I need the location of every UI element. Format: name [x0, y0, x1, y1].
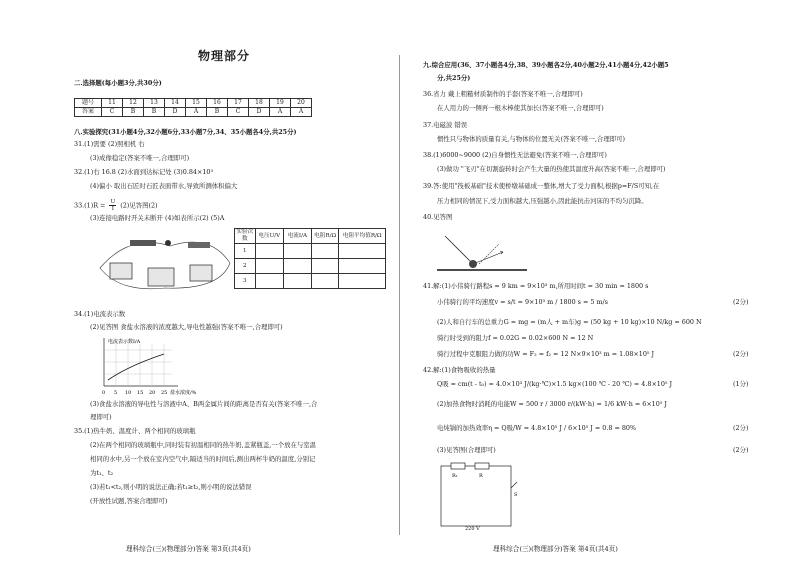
experiment-table [234, 228, 386, 289]
experiment-table-cell [311, 274, 339, 289]
experiment-table-cell: 3 [235, 274, 256, 289]
experiment-table-header: 电阻平均值R/Ω [339, 229, 386, 244]
q36-line: 36.省力 戴上粗糙材质制作的手套(答案不唯一,合理即可) [423, 90, 583, 98]
score: (2分) [733, 350, 749, 358]
q42-line: 42.解:(1)食物吸收的热量 [423, 366, 496, 374]
section-9-heading: 九.综合应用(36、37小题各4分,38、39小题各2分,40小题2分,41小题4分,42小题5 [423, 61, 669, 69]
ohm-law-fraction [109, 199, 116, 212]
experiment-table-cell [339, 259, 386, 274]
graph-xtick: 5 [114, 390, 118, 396]
footer-right: 理科综合(三)(物理部分)答案 第4页(共4页) [493, 545, 618, 553]
score: (2分) [733, 424, 749, 432]
graph-xtick: 10 [125, 390, 132, 396]
fraction-denominator: I [111, 206, 114, 212]
circuit-label: S [514, 492, 518, 498]
q35-line: (2)在两个相同的玻璃瓶中,同时装有初温相同的热牛奶,盖紧瓶盖,一个放在与室温 [90, 441, 317, 449]
experiment-table-cell [311, 244, 339, 259]
q42-line: (2)加热食物时消耗的电能W = 500 r / 3000 r/(kW·h) = 1/6 kW·h = 6×10⁵ J [437, 400, 667, 408]
score: (2分) [733, 298, 749, 306]
q39-line: 39.答:使用"筏板基础"技术使桥墩基础成一整体,增大了受力面积,根据p=F/S可知,在 [423, 182, 660, 190]
answer-table-cell: C [102, 108, 123, 117]
q37-line: 37.电磁波 错误 [423, 121, 468, 129]
graph-xtick: 0 [102, 390, 106, 396]
score: (1分) [733, 380, 749, 388]
footer-left: 理科综合(三)(物理部分)答案 第3页(共4页) [126, 545, 251, 553]
q32-line: 32.(1)右 16.8 (2)水面到达标记处 (3)0.84×10³ [74, 168, 214, 176]
fraction-numerator: U [110, 199, 116, 205]
circuit-diagram [90, 228, 240, 298]
score: (2分) [733, 446, 749, 454]
answer-table-cell: 14 [165, 99, 186, 108]
answer-table-cell: 11 [102, 99, 123, 108]
q33-line: (3)连接电路时开关未断开 (4)如表所示(2) (5)A [90, 214, 225, 222]
q35-line: (3)若t₁<t₂,则小明的说法正确;若t₁≥t₂,则小明的说法错误 [90, 483, 252, 491]
experiment-table-cell [255, 274, 283, 289]
q41-line: 骑行过程中克服阻力做的功W = F₂ = f₂ = 12 N×9×10³ m = 1.08×10⁵ J [437, 350, 655, 358]
section-2-heading: 二.选择题(每小题3分,共30分) [74, 79, 162, 87]
experiment-table-cell [339, 274, 386, 289]
answer-table-cell: 答案 [75, 108, 102, 117]
q42-line: Q吸 = cm(t - t₀) = 4.0×10³ J/(kg·℃)×1.5 kg×(100 ℃ - 20 ℃) = 4.8×10⁵ J [437, 380, 673, 388]
answer-table-cell: D [249, 108, 270, 117]
section-8-heading: 八.实验探究(31小题4分,32小题6分,33小题7分,34、35小题各4分,共25分) [74, 128, 297, 136]
section-9-heading: 分,共25分) [437, 74, 471, 82]
graph-ylabel: 电流表示数I/A [108, 339, 141, 345]
q38-line: 38.(1)6000~9000 (2)自身惯性无法避免(答案不唯一,合理即可) [423, 151, 607, 159]
q35-line: 相同的水中,另一个放在室内空气中,隔适当的时间后,测出两杯牛奶的温度,分别记 [90, 455, 316, 463]
q41-line: 骑行时受到的阻力f = 0.02G = 0.02×600 N = 12 N [437, 334, 594, 342]
q41-line: (2)人和自行车的总重力G = mg = (m人 + m车)g = (50 kg + 10 kg)×10 N/kg = 600 N [437, 318, 702, 326]
answer-table-cell: A [186, 108, 207, 117]
circuit-label: R₁ [452, 473, 458, 479]
experiment-table-cell [255, 244, 283, 259]
page-divider [399, 55, 400, 535]
q32-line: (4)偏小 取出石匠时石匠表面带水,导致所测体积偏大 [90, 182, 238, 190]
answer-table [74, 98, 312, 117]
experiment-table-cell [339, 244, 386, 259]
q38-line: (3)做功 "飞刃"在切割旋转时会产生大量的热使其温度升高(答案不唯一,合理即可) [437, 165, 666, 173]
experiment-table-cell [255, 259, 283, 274]
answer-table-cell: B [144, 108, 165, 117]
answer-table-cell: 13 [144, 99, 165, 108]
page-title: 物理部分 [198, 49, 251, 63]
answer-table-cell: 15 [186, 99, 207, 108]
answer-table-cell: A [270, 108, 291, 117]
q37-line: 惯性只与物体的质量有关,与物体的位置无关(答案不唯一,合理即可) [437, 135, 625, 143]
answer-table-cell: 19 [270, 99, 291, 108]
heater-circuit [437, 460, 521, 532]
q33-text: 33.(1)R = [74, 201, 106, 210]
q41-line: 小伟骑行的平均速度v = s/t = 9×10³ m / 1800 s = 5 m/s [437, 298, 608, 306]
q31-line: (3)成像稳定(答案不唯一,合理即可) [90, 154, 190, 162]
q40-line: 40.见答图 [423, 213, 453, 221]
answer-table-cell: D [165, 108, 186, 117]
experiment-table-cell [283, 274, 311, 289]
q33-text: (2)见答图(2) [120, 201, 158, 210]
concentration-graph [98, 336, 208, 398]
force-diagram [437, 228, 537, 276]
q35-line: 为t₁、t₂ [90, 469, 114, 477]
q34-line: 理即可) [90, 413, 112, 421]
q31-line: 31.(1)需要 (2)照相机 右 [74, 140, 145, 148]
q35-line: (开放性试题,答案合理即可) [90, 497, 168, 505]
answer-table-cell: C [228, 108, 249, 117]
circuit-label: 220 V [465, 526, 480, 532]
experiment-table-cell: 1 [235, 244, 256, 259]
answer-table-cell: 12 [123, 99, 144, 108]
experiment-table-cell [283, 244, 311, 259]
experiment-table-header: 实验次数 [236, 229, 254, 242]
q41-line: 41.解:(1)小伟骑行路程s = 9 km = 9×10³ m,所用时间t = 30 min = 1800 s [423, 282, 649, 290]
experiment-table-cell: 2 [235, 259, 256, 274]
q42-line: (3)见答图(合理即可) [437, 446, 496, 454]
graph-xtick: 20 [149, 390, 156, 396]
q36-line: 在人用力的一侧再一根木棒使其加长(答案不唯一,合理即可) [437, 104, 604, 112]
q39-line: 压力相同的情况下,受力面积越大,压强越小,因此能抗击河床的不均匀沉降。 [437, 197, 648, 205]
q42-line: 电炖锅的加热效率η = Q吸/W = 4.8×10⁵ J / 6×10⁵ J = 0.8 = 80% [437, 424, 637, 432]
q34-line: (2)见答图 食盐水溶液的浓度越大,导电性越强(答案不唯一,合理即可) [90, 323, 283, 331]
answer-table-cell: B [207, 108, 228, 117]
graph-xtick: 25 [161, 390, 168, 396]
q33-line [74, 199, 158, 212]
experiment-table-header: 电阻R/Ω [311, 229, 339, 244]
experiment-table-cell [311, 259, 339, 274]
graph-xtick: 15 [137, 390, 144, 396]
q35-line: 35.(1)热牛奶、温度计、两个相同的玻璃瓶 [74, 427, 196, 435]
circuit-label: R [479, 473, 483, 479]
answer-table-cell: 16 [207, 99, 228, 108]
experiment-table-cell [283, 259, 311, 274]
answer-table-cell: 题号 [75, 99, 102, 108]
answer-table-cell: A [291, 108, 312, 117]
experiment-table-header: 电流I/A [283, 229, 311, 244]
experiment-table-header: 电压U/V [255, 229, 283, 244]
answer-table-cell: 20 [291, 99, 312, 108]
q34-line: (3)食盐水溶液的导电性与溶液中A、B两金属片间的距离是否有关(答案不唯一,合 [90, 400, 318, 408]
q34-line: 34.(1)电流表示数 [74, 310, 126, 318]
graph-xlabel: 盐水浓度/% [170, 390, 197, 396]
answer-table-cell: 17 [228, 99, 249, 108]
answer-table-cell: B [123, 108, 144, 117]
answer-table-cell: 18 [249, 99, 270, 108]
